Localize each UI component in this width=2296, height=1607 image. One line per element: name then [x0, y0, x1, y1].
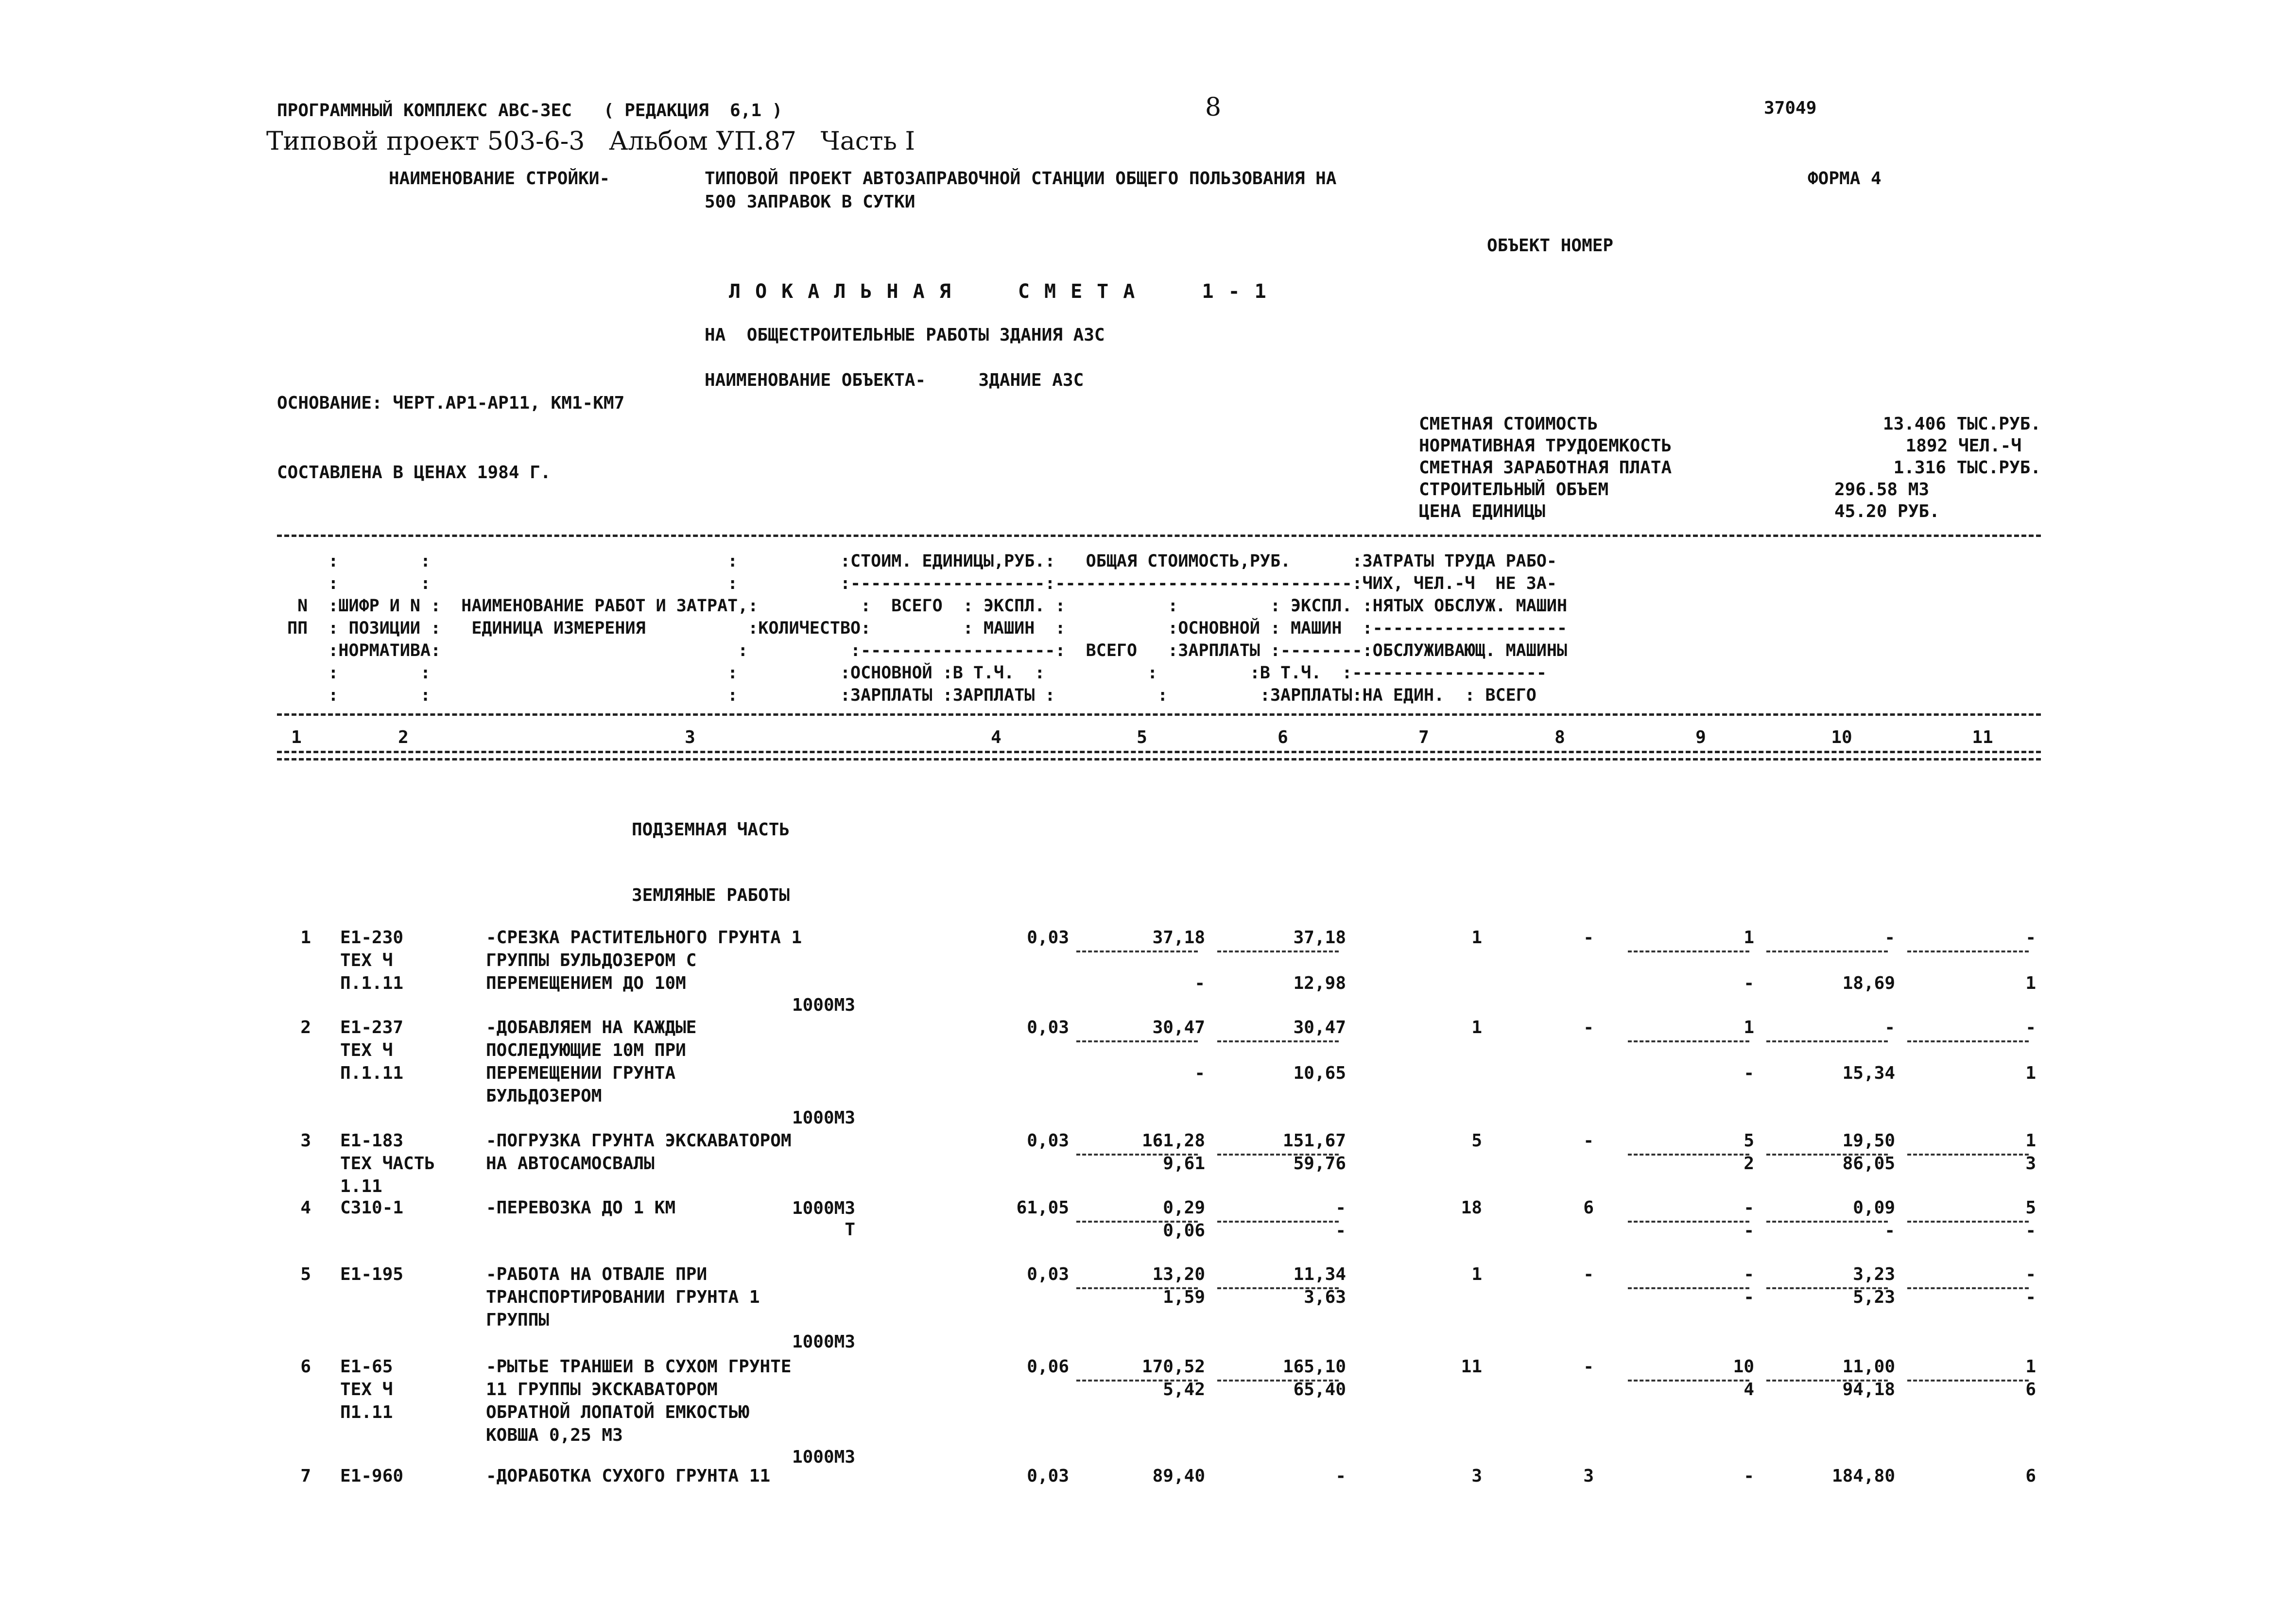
column-number: 3: [685, 727, 695, 747]
row-number: 3: [300, 1131, 311, 1151]
form-label: ФОРМА 4: [1808, 169, 1882, 189]
row-code: Е1-195: [340, 1264, 404, 1284]
row-quantity: 0,06: [1027, 1357, 1069, 1377]
row-basic-wage: -: [1583, 1357, 1594, 1377]
row-number: 4: [300, 1198, 311, 1218]
row-unit-cost: 0,29: [1163, 1198, 1205, 1218]
row-basic-wage: 3: [1583, 1466, 1594, 1486]
row-unit-cost: 170,52: [1141, 1357, 1205, 1377]
basis-label: ОСНОВАНИЕ: ЧЕРТ.АР1-АР11, КМ1-КМ7: [277, 393, 625, 413]
table-bottom-rule: [277, 751, 2041, 753]
row-unit-wage: 9,61: [1163, 1154, 1205, 1174]
row-machine-wage-total: -: [1744, 973, 1754, 993]
row-name: ТРАНСПОРТИРОВАНИИ ГРУНТА 1: [486, 1287, 760, 1307]
row-name: БУЛЬДОЗЕРОМ: [486, 1086, 602, 1106]
row-machine-cost: 165,10: [1282, 1357, 1346, 1377]
row-machine-wage: 10,65: [1293, 1063, 1346, 1083]
summary-value: 1.316 ТЫС.РУБ.: [1893, 458, 2041, 478]
row-labor-unit: 11,00: [1842, 1357, 1895, 1377]
row-unit-cost: 161,28: [1141, 1131, 1205, 1151]
row-number: 1: [300, 928, 311, 948]
row-total: 11: [1461, 1357, 1482, 1377]
row-machine-wage: 3,63: [1304, 1287, 1346, 1307]
row-machine-cost: -: [1335, 1466, 1346, 1486]
row-service-total: -: [2025, 1221, 2036, 1241]
row-total: 3: [1471, 1466, 1482, 1486]
row-name: ПЕРЕМЕЩЕНИЕМ ДО 10М: [486, 973, 686, 993]
row-labor-unit: 19,50: [1842, 1131, 1895, 1151]
row-name: ПОСЛЕДУЮЩИЕ 10М ПРИ: [486, 1040, 686, 1060]
row-unit-wage: -: [1194, 973, 1205, 993]
row-labor-total: 6: [2025, 1466, 2036, 1486]
row-basic-wage: -: [1583, 1131, 1594, 1151]
row-number: 2: [300, 1018, 311, 1037]
row-unit: 1000М3: [792, 995, 855, 1015]
row-name: ГРУППЫ: [486, 1310, 550, 1330]
row-unit-wage: -: [1194, 1063, 1205, 1083]
row-unit: Т: [845, 1220, 855, 1240]
estimate-title: ЛОКАЛЬНАЯ СМЕТА 1-1: [729, 280, 1281, 303]
row-labor-total: 5: [2025, 1198, 2036, 1218]
object-number: ОБЪЕКТ НОМЕР: [1487, 236, 1614, 256]
row-code: Е1-230: [340, 928, 404, 948]
page-number: 8: [1205, 93, 1222, 122]
project-title: Типовой проект 503-6-3 Альбом УП.87 Часть I: [266, 127, 915, 156]
row-machine-wage-total: 2: [1744, 1154, 1754, 1174]
row-labor-unit: -: [1884, 1018, 1895, 1037]
column-number: 11: [1972, 727, 1993, 747]
row-service-total: 1: [2025, 973, 2036, 993]
row-number: 5: [300, 1264, 311, 1284]
table-header-line: :НОРМАТИВА: : :-------------------: ВСЕГО :ЗАРПЛАТЫ :--------:ОБСЛУЖИВАЮЩ. МАШИНЫ: [277, 641, 1568, 660]
summary-label: НОРМАТИВНАЯ ТРУДОЕМКОСТЬ: [1419, 436, 1672, 456]
section-title: ПОДЗЕМНАЯ ЧАСТЬ: [632, 820, 790, 840]
row-total: 5: [1471, 1131, 1482, 1151]
row-machine-total: 1: [1744, 1018, 1754, 1037]
row-name: ПЕРЕМЕЩЕНИИ ГРУНТА: [486, 1063, 676, 1083]
row-name: -СРЕЗКА РАСТИТЕЛЬНОГО ГРУНТА 1: [486, 928, 802, 948]
row-quantity: 0,03: [1027, 1466, 1069, 1486]
summary-value: 1892 ЧЕЛ.-Ч: [1905, 436, 2021, 456]
object-name: НАИМЕНОВАНИЕ ОБЪЕКТА- ЗДАНИЕ АЗС: [705, 370, 1084, 390]
row-name: -РАБОТА НА ОТВАЛЕ ПРИ: [486, 1264, 708, 1284]
table-header-line: : : : :-------------------:-----------------------------:ЧИХ, ЧЕЛ.-Ч НЕ ЗА-: [277, 574, 1557, 593]
row-labor-total: 1: [2025, 1357, 2036, 1377]
row-code: П.1.11: [340, 1063, 404, 1083]
construction-label: НАИМЕНОВАНИЕ СТРОЙКИ-: [389, 169, 610, 189]
summary-label: СТРОИТЕЛЬНЫЙ ОБЪЕМ: [1419, 480, 1609, 500]
row-service-total: 6: [2025, 1380, 2036, 1400]
row-quantity: 61,05: [1016, 1198, 1069, 1218]
row-code: ТЕХ Ч: [340, 950, 393, 970]
table-header-rule: [277, 713, 2041, 716]
row-code: 1.11: [340, 1176, 382, 1196]
row-unit: 1000М3: [792, 1332, 855, 1352]
row-machine-cost: 30,47: [1293, 1018, 1346, 1037]
row-service-unit: 94,18: [1842, 1380, 1895, 1400]
construction-name-line1: ТИПОВОЙ ПРОЕКТ АВТОЗАПРАВОЧНОЙ СТАНЦИИ ОБЩЕГО ПОЛЬЗОВАНИЯ НА: [705, 169, 1337, 189]
row-total: 1: [1471, 1018, 1482, 1037]
row-code: ТЕХ ЧАСТЬ: [340, 1154, 435, 1174]
row-machine-wage: -: [1335, 1221, 1346, 1241]
cell-divider: [1766, 950, 1888, 952]
row-basic-wage: -: [1583, 1264, 1594, 1284]
row-unit-cost: 89,40: [1152, 1466, 1205, 1486]
row-machine-cost: -: [1335, 1198, 1346, 1218]
row-unit-wage: 0,06: [1163, 1221, 1205, 1241]
column-number: 9: [1695, 727, 1706, 747]
row-name: ОБРАТНОЙ ЛОПАТОЙ ЕМКОСТЬЮ: [486, 1402, 749, 1422]
row-service-unit: 86,05: [1842, 1154, 1895, 1174]
column-number: 1: [291, 727, 302, 747]
table-bottom-rule: [277, 758, 2041, 760]
table-header-line: ПП : ПОЗИЦИИ : ЕДИНИЦА ИЗМЕРЕНИЯ :КОЛИЧЕСТВО: : МАШИН : :ОСНОВНОЙ : МАШИН :-------------------: [277, 619, 1568, 638]
row-quantity: 0,03: [1027, 1018, 1069, 1037]
row-code: П1.11: [340, 1402, 393, 1422]
row-labor-unit: 3,23: [1853, 1264, 1895, 1284]
row-service-unit: 5,23: [1853, 1287, 1895, 1307]
row-name: -ПЕРЕВОЗКА ДО 1 КМ: [486, 1198, 676, 1218]
row-unit-cost: 37,18: [1152, 928, 1205, 948]
row-name: -ПОГРУЗКА ГРУНТА ЭКСКАВАТОРОМ: [486, 1131, 792, 1151]
row-name: -ДОРАБОТКА СУХОГО ГРУНТА 11: [486, 1466, 771, 1486]
table-header: [277, 550, 1567, 707]
row-unit-wage: 5,42: [1163, 1380, 1205, 1400]
row-number: 6: [300, 1357, 311, 1377]
row-name: -РЫТЬЕ ТРАНШЕИ В СУХОМ ГРУНТЕ: [486, 1357, 792, 1377]
summary-label: СМЕТНАЯ СТОИМОСТЬ: [1419, 414, 1598, 434]
cell-divider: [1076, 1040, 1198, 1042]
row-machine-cost: 151,67: [1282, 1131, 1346, 1151]
row-code: П.1.11: [340, 973, 404, 993]
row-machine-wage-total: -: [1744, 1287, 1754, 1307]
row-code: Е1-237: [340, 1018, 404, 1037]
row-machine-wage: 65,40: [1293, 1380, 1346, 1400]
row-unit-cost: 13,20: [1152, 1264, 1205, 1284]
row-service-total: 3: [2025, 1154, 2036, 1174]
row-machine-total: 1: [1744, 928, 1754, 948]
summary-value: 13.406 ТЫС.РУБ.: [1882, 414, 2041, 434]
column-number: 8: [1554, 727, 1565, 747]
row-unit: 1000М3: [792, 1447, 855, 1467]
subsection-title: ЗЕМЛЯНЫЕ РАБОТЫ: [632, 885, 790, 905]
cell-divider: [1217, 950, 1339, 952]
table-header-line: : : : :ЗАРПЛАТЫ :ЗАРПЛАТЫ : : :ЗАРПЛАТЫ:НА ЕДИН. : ВСЕГО: [277, 686, 1536, 705]
row-quantity: 0,03: [1027, 928, 1069, 948]
cell-divider: [1628, 1040, 1749, 1042]
cell-divider: [1217, 1040, 1339, 1042]
row-name: КОВША 0,25 М3: [486, 1425, 623, 1445]
summary-value: 45.20 РУБ.: [1834, 501, 1940, 521]
table-top-rule: [277, 535, 2041, 537]
row-machine-wage-total: -: [1744, 1063, 1754, 1083]
row-machine-total: -: [1744, 1198, 1754, 1218]
row-machine-wage: 59,76: [1293, 1154, 1346, 1174]
row-machine-total: -: [1744, 1466, 1754, 1486]
column-number: 7: [1418, 727, 1429, 747]
row-total: 1: [1471, 928, 1482, 948]
row-code: Е1-960: [340, 1466, 404, 1486]
row-labor-total: 1: [2025, 1131, 2036, 1151]
row-unit: 1000М3: [792, 1198, 855, 1218]
row-labor-unit: -: [1884, 928, 1895, 948]
row-service-unit: 18,69: [1842, 973, 1895, 993]
row-unit-wage: 1,59: [1163, 1287, 1205, 1307]
row-service-total: -: [2025, 1287, 2036, 1307]
row-basic-wage: -: [1583, 928, 1594, 948]
row-unit-cost: 30,47: [1152, 1018, 1205, 1037]
cell-divider: [1766, 1040, 1888, 1042]
row-code: Е1-65: [340, 1357, 393, 1377]
row-name: 11 ГРУППЫ ЭКСКАВАТОРОМ: [486, 1380, 718, 1400]
summary-value: 296.58 М3: [1834, 480, 1930, 500]
row-labor-total: -: [2025, 1018, 2036, 1037]
program-title: ПРОГРАММНЫЙ КОМПЛЕКС АВС-ЗЕС ( РЕДАКЦИЯ 6,1 ): [277, 101, 783, 121]
table-header-line: : : : :ОСНОВНОЙ :В Т.Ч. : : :В Т.Ч. :-------------------: [277, 663, 1547, 683]
row-code: ТЕХ Ч: [340, 1380, 393, 1400]
column-number: 5: [1137, 727, 1147, 747]
row-labor-total: -: [2025, 928, 2036, 948]
row-machine-wage: 12,98: [1293, 973, 1346, 993]
summary-label: СМЕТНАЯ ЗАРАБОТНАЯ ПЛАТА: [1419, 458, 1672, 478]
column-number: 4: [991, 727, 1001, 747]
row-number: 7: [300, 1466, 311, 1486]
column-number: 2: [398, 727, 409, 747]
row-total: 18: [1461, 1198, 1482, 1218]
row-service-total: 1: [2025, 1063, 2036, 1083]
row-unit: 1000М3: [792, 1108, 855, 1128]
row-service-unit: -: [1884, 1221, 1895, 1241]
construction-name-line2: 500 ЗАПРАВОК В СУТКИ: [705, 192, 915, 212]
table-header-line: : : : :СТОИМ. ЕДИНИЦЫ,РУБ.: ОБЩАЯ СТОИМОСТЬ,РУБ. :ЗАТРАТЫ ТРУДА РАБО-: [277, 552, 1557, 571]
row-machine-wage-total: -: [1744, 1221, 1754, 1241]
row-labor-total: -: [2025, 1264, 2036, 1284]
row-service-unit: 15,34: [1842, 1063, 1895, 1083]
cell-divider: [1628, 950, 1749, 952]
table-header-line: N :ШИФР И N : НАИМЕНОВАНИЕ РАБОТ И ЗАТРАТ,: : ВСЕГО : ЭКСПЛ. : : : ЭКСПЛ. :НЯТЫХ ОБСЛУЖ. МАШИН: [277, 596, 1568, 616]
row-name: -ДОБАВЛЯЕМ НА КАЖДЫЕ: [486, 1018, 697, 1037]
row-total: 1: [1471, 1264, 1482, 1284]
row-machine-total: -: [1744, 1264, 1754, 1284]
cell-divider: [1907, 950, 2029, 952]
row-basic-wage: 6: [1583, 1198, 1594, 1218]
row-labor-unit: 184,80: [1831, 1466, 1895, 1486]
prices-label: СОСТАВЛЕНА В ЦЕНАХ 1984 Г.: [277, 463, 551, 483]
row-machine-wage-total: 4: [1744, 1380, 1754, 1400]
estimate-subtitle: НА ОБЩЕСТРОИТЕЛЬНЫЕ РАБОТЫ ЗДАНИЯ АЗС: [705, 325, 1105, 345]
row-labor-unit: 0,09: [1853, 1198, 1895, 1218]
row-quantity: 0,03: [1027, 1131, 1069, 1151]
row-machine-cost: 11,34: [1293, 1264, 1346, 1284]
document-number: 37049: [1764, 98, 1817, 118]
row-name: НА АВТОСАМОСВАЛЫ: [486, 1154, 655, 1174]
summary-label: ЦЕНА ЕДИНИЦЫ: [1419, 501, 1546, 521]
column-number: 6: [1277, 727, 1288, 747]
cell-divider: [1076, 950, 1198, 952]
row-machine-total: 10: [1733, 1357, 1754, 1377]
row-quantity: 0,03: [1027, 1264, 1069, 1284]
row-machine-cost: 37,18: [1293, 928, 1346, 948]
row-basic-wage: -: [1583, 1018, 1594, 1037]
column-number: 10: [1831, 727, 1852, 747]
row-code: Е1-183: [340, 1131, 404, 1151]
row-code: ТЕХ Ч: [340, 1040, 393, 1060]
row-name: ГРУППЫ БУЛЬДОЗЕРОМ С: [486, 950, 697, 970]
row-code: С310-1: [340, 1198, 404, 1218]
row-machine-total: 5: [1744, 1131, 1754, 1151]
cell-divider: [1907, 1040, 2029, 1042]
